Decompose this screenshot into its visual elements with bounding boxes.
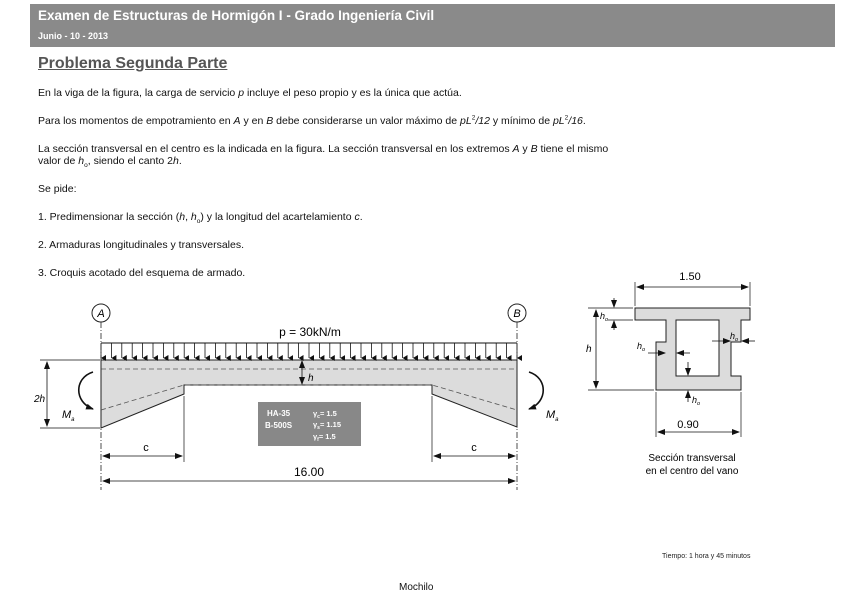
moment-right-arrow	[529, 372, 543, 409]
factor-concrete: $\gamma_c= 1.5$	[313, 409, 337, 420]
c-right-label: c	[471, 442, 477, 454]
section-bottom-width: 0.90	[677, 419, 699, 431]
support-a-label: A	[97, 308, 105, 320]
section-top-width: 1.50	[679, 271, 701, 283]
question-1: 1. Predimensionar la sección (h, $h_o$) y la longitud del acartelamiento c.	[38, 211, 363, 226]
section-ho-left-label: $h_o$	[637, 341, 646, 353]
load-label: p = 30kN/m	[279, 325, 341, 339]
section-caption-line1: Sección transversal	[648, 453, 736, 464]
h-dimension-label: h	[308, 373, 314, 384]
moment-right-label: $M_a$	[546, 409, 559, 423]
moment-left-arrow	[79, 372, 93, 409]
section-h-label: h	[586, 344, 592, 355]
paragraph-4: valor de $h_o$, siendo el canto 2h.	[38, 155, 182, 170]
factor-loads: $\gamma_f= 1.5$	[313, 432, 336, 443]
section-title: Problema Segunda Parte	[38, 55, 228, 72]
section-ho-right-label: $h_o$	[730, 331, 739, 343]
footer-time: Tiempo: 1 hora y 45 minutos	[662, 553, 751, 560]
cross-section-void	[676, 320, 719, 376]
exam-date: Junio - 10 - 2013	[38, 31, 109, 41]
question-3: 3. Croquis acotado del esquema de armado.	[38, 267, 246, 279]
section-caption-line2: en el centro del vano	[645, 466, 739, 477]
paragraph-1: En la viga de la figura, la carga de servicio p incluye el peso propio y es la única que actúa.	[38, 87, 462, 99]
material-concrete: HA-35	[267, 409, 291, 418]
paragraph-2: Para los momentos de empotramiento en A y en B debe considerarse un valor máximo de $pL^2/12$ y mínimo de $pL^2/16$.	[38, 114, 586, 127]
exam-title: Examen de Estructuras de Hormigón I - Grado Ingeniería Civil	[38, 8, 435, 23]
question-2: 2. Armaduras longitudinales y transversales.	[38, 239, 245, 251]
paragraph-3: La sección transversal en el centro es la indicada en la figura. La sección transversal en los extremos A y B tiene el mismo	[38, 143, 609, 155]
section-ho-bottom-label: $h_o$	[692, 395, 701, 407]
depth-dimension-label: 2h	[34, 394, 46, 405]
material-steel: B-500S	[265, 421, 293, 430]
support-b-label: B	[513, 308, 521, 320]
ask-heading: Se pide:	[38, 183, 77, 195]
span-label: 16.00	[293, 465, 325, 479]
factor-steel: $\gamma_s= 1.15$	[313, 420, 342, 431]
section-ho-top-label: $h_o$	[600, 311, 609, 323]
moment-left-label: $M_a$	[62, 409, 75, 423]
footer-author: Mochilo	[399, 582, 434, 593]
c-left-label: c	[143, 442, 149, 454]
load-arrows	[101, 343, 517, 358]
